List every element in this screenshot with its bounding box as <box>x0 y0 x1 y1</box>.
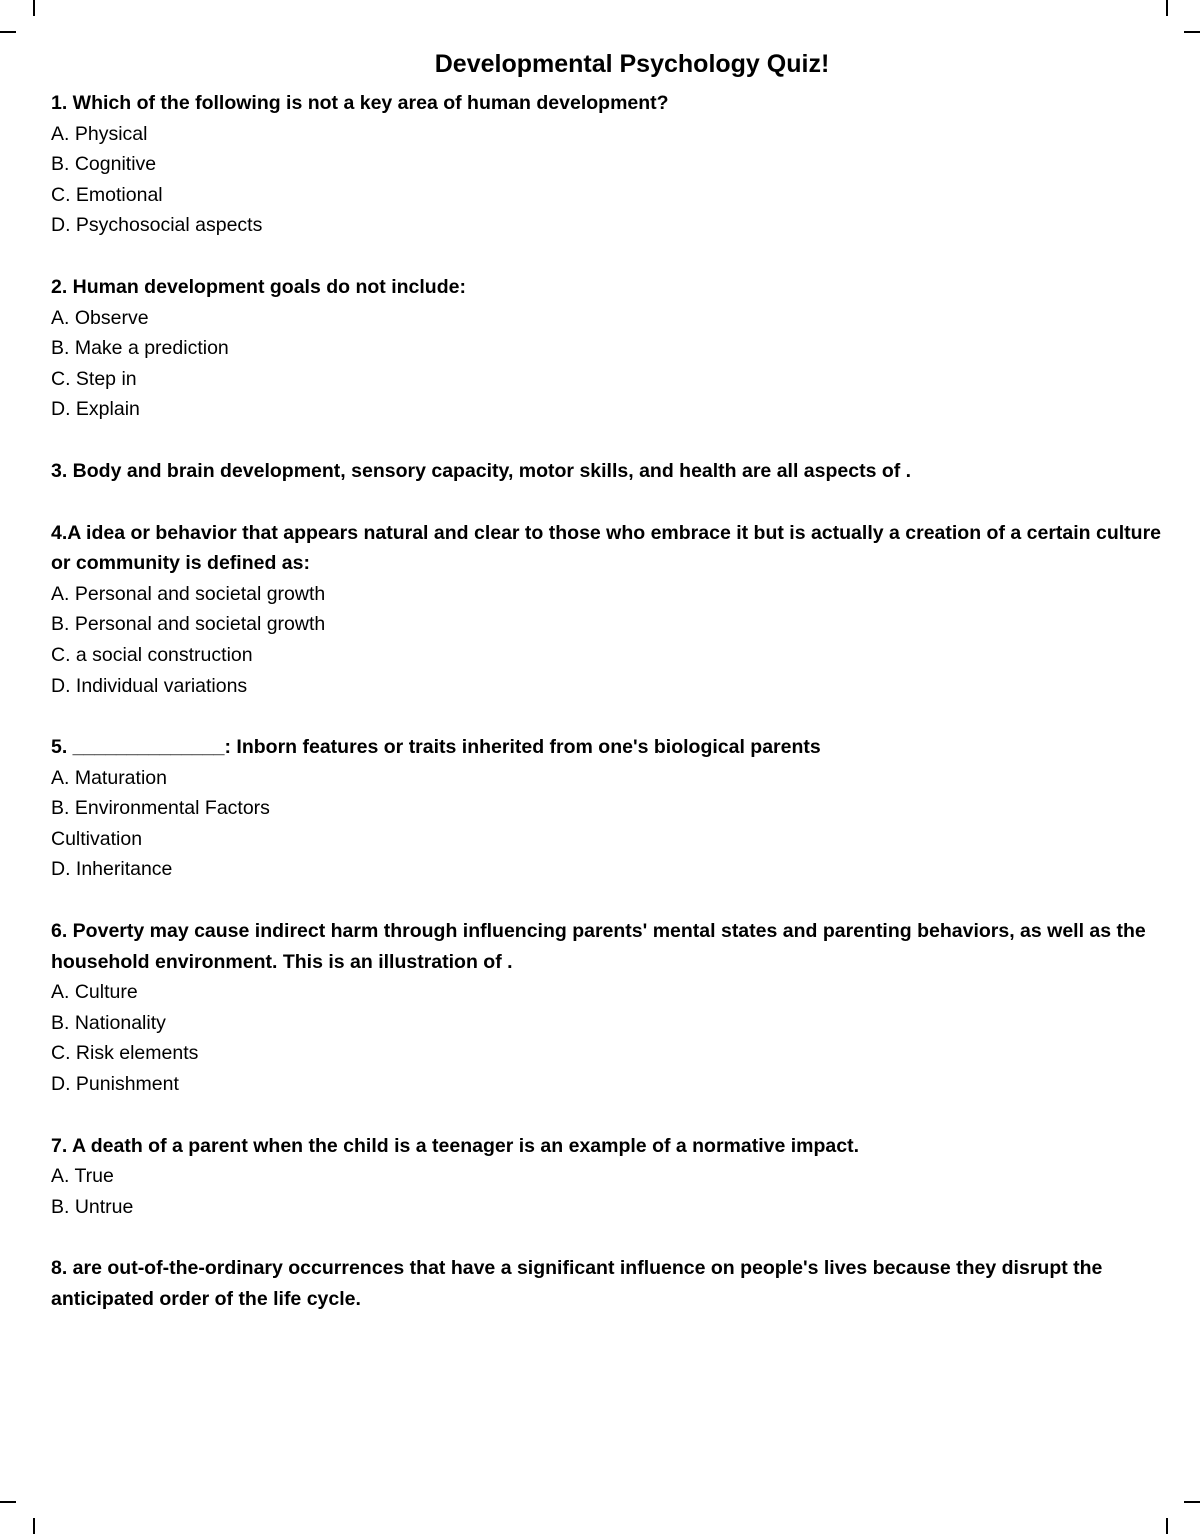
crop-mark-bottom-left-vertical <box>33 1518 35 1534</box>
question-3 <box>51 456 1161 487</box>
answer-option: Cultivation <box>51 827 143 850</box>
answer-option: A. True <box>51 1165 114 1188</box>
answer-option: D. Punishment <box>51 1073 179 1096</box>
answer-option: A. Physical <box>51 122 148 145</box>
question-text: 1. Which of the following is not a key area of human development? <box>51 92 669 114</box>
question-text: 6. Poverty may cause indirect harm through influencing parents' mental states and parenting behaviors, as well as the household environment. This is an illustration of . <box>51 920 1146 973</box>
answer-option: D. Explain <box>51 398 140 421</box>
question-text: 7. A death of a parent when the child is a teenager is an example of a normative impact. <box>51 1134 860 1157</box>
answer-option: A. Maturation <box>51 766 167 789</box>
question-text: 3. Body and brain development, sensory capacity, motor skills, and health are all aspects of . <box>51 459 912 482</box>
question-4 <box>51 518 1161 702</box>
crop-mark-top-right-horizontal <box>1184 31 1200 33</box>
question-text: 8. are out-of-the-ordinary occurrences that have a significant influence on people's lives because they disrupt the anticipated order of the life cycle. <box>51 1257 1103 1310</box>
answer-option: B. Personal and societal growth <box>51 613 326 636</box>
answer-option: C. Step in <box>51 367 137 390</box>
question-list <box>51 88 1161 1346</box>
answer-option: B. Make a prediction <box>51 337 229 360</box>
answer-option: B. Environmental Factors <box>51 797 270 820</box>
answer-option: A. Observe <box>51 306 149 329</box>
answer-option: D. Psychosocial aspects <box>51 214 263 237</box>
crop-mark-bottom-left-horizontal <box>0 1501 16 1503</box>
answer-option: B. Untrue <box>51 1195 134 1218</box>
crop-mark-top-left-vertical <box>33 0 35 16</box>
answer-option: A. Culture <box>51 981 138 1004</box>
answer-option: B. Nationality <box>51 1011 166 1034</box>
question-8 <box>51 1253 1161 1314</box>
crop-mark-top-left-horizontal <box>0 31 16 33</box>
question-2 <box>51 272 1161 425</box>
crop-mark-top-right-vertical <box>1166 0 1168 16</box>
answer-option: A. Personal and societal growth <box>51 582 326 605</box>
answer-option: C. Risk elements <box>51 1042 199 1065</box>
question-1 <box>51 88 1161 241</box>
answer-option: D. Individual variations <box>51 674 248 697</box>
question-5 <box>51 732 1161 885</box>
question-text: 5. ______________: Inborn features or traits inherited from one's biological parents <box>51 736 821 759</box>
answer-option: D. Inheritance <box>51 858 173 881</box>
page-title: Developmental Psychology Quiz! <box>434 50 830 78</box>
answer-option: C. Emotional <box>51 183 163 206</box>
crop-mark-bottom-right-vertical <box>1166 1518 1168 1534</box>
crop-mark-bottom-right-horizontal <box>1184 1501 1200 1503</box>
answer-option: B. Cognitive <box>51 153 157 176</box>
question-7 <box>51 1131 1161 1223</box>
question-text: 4.A idea or behavior that appears natural and clear to those who embrace it but is actually a creation of a certain culture or community is defined as: <box>51 521 1162 575</box>
question-6 <box>51 916 1161 1100</box>
answer-option: C. a social construction <box>51 643 253 666</box>
question-text: 2. Human development goals do not include: <box>51 275 466 298</box>
